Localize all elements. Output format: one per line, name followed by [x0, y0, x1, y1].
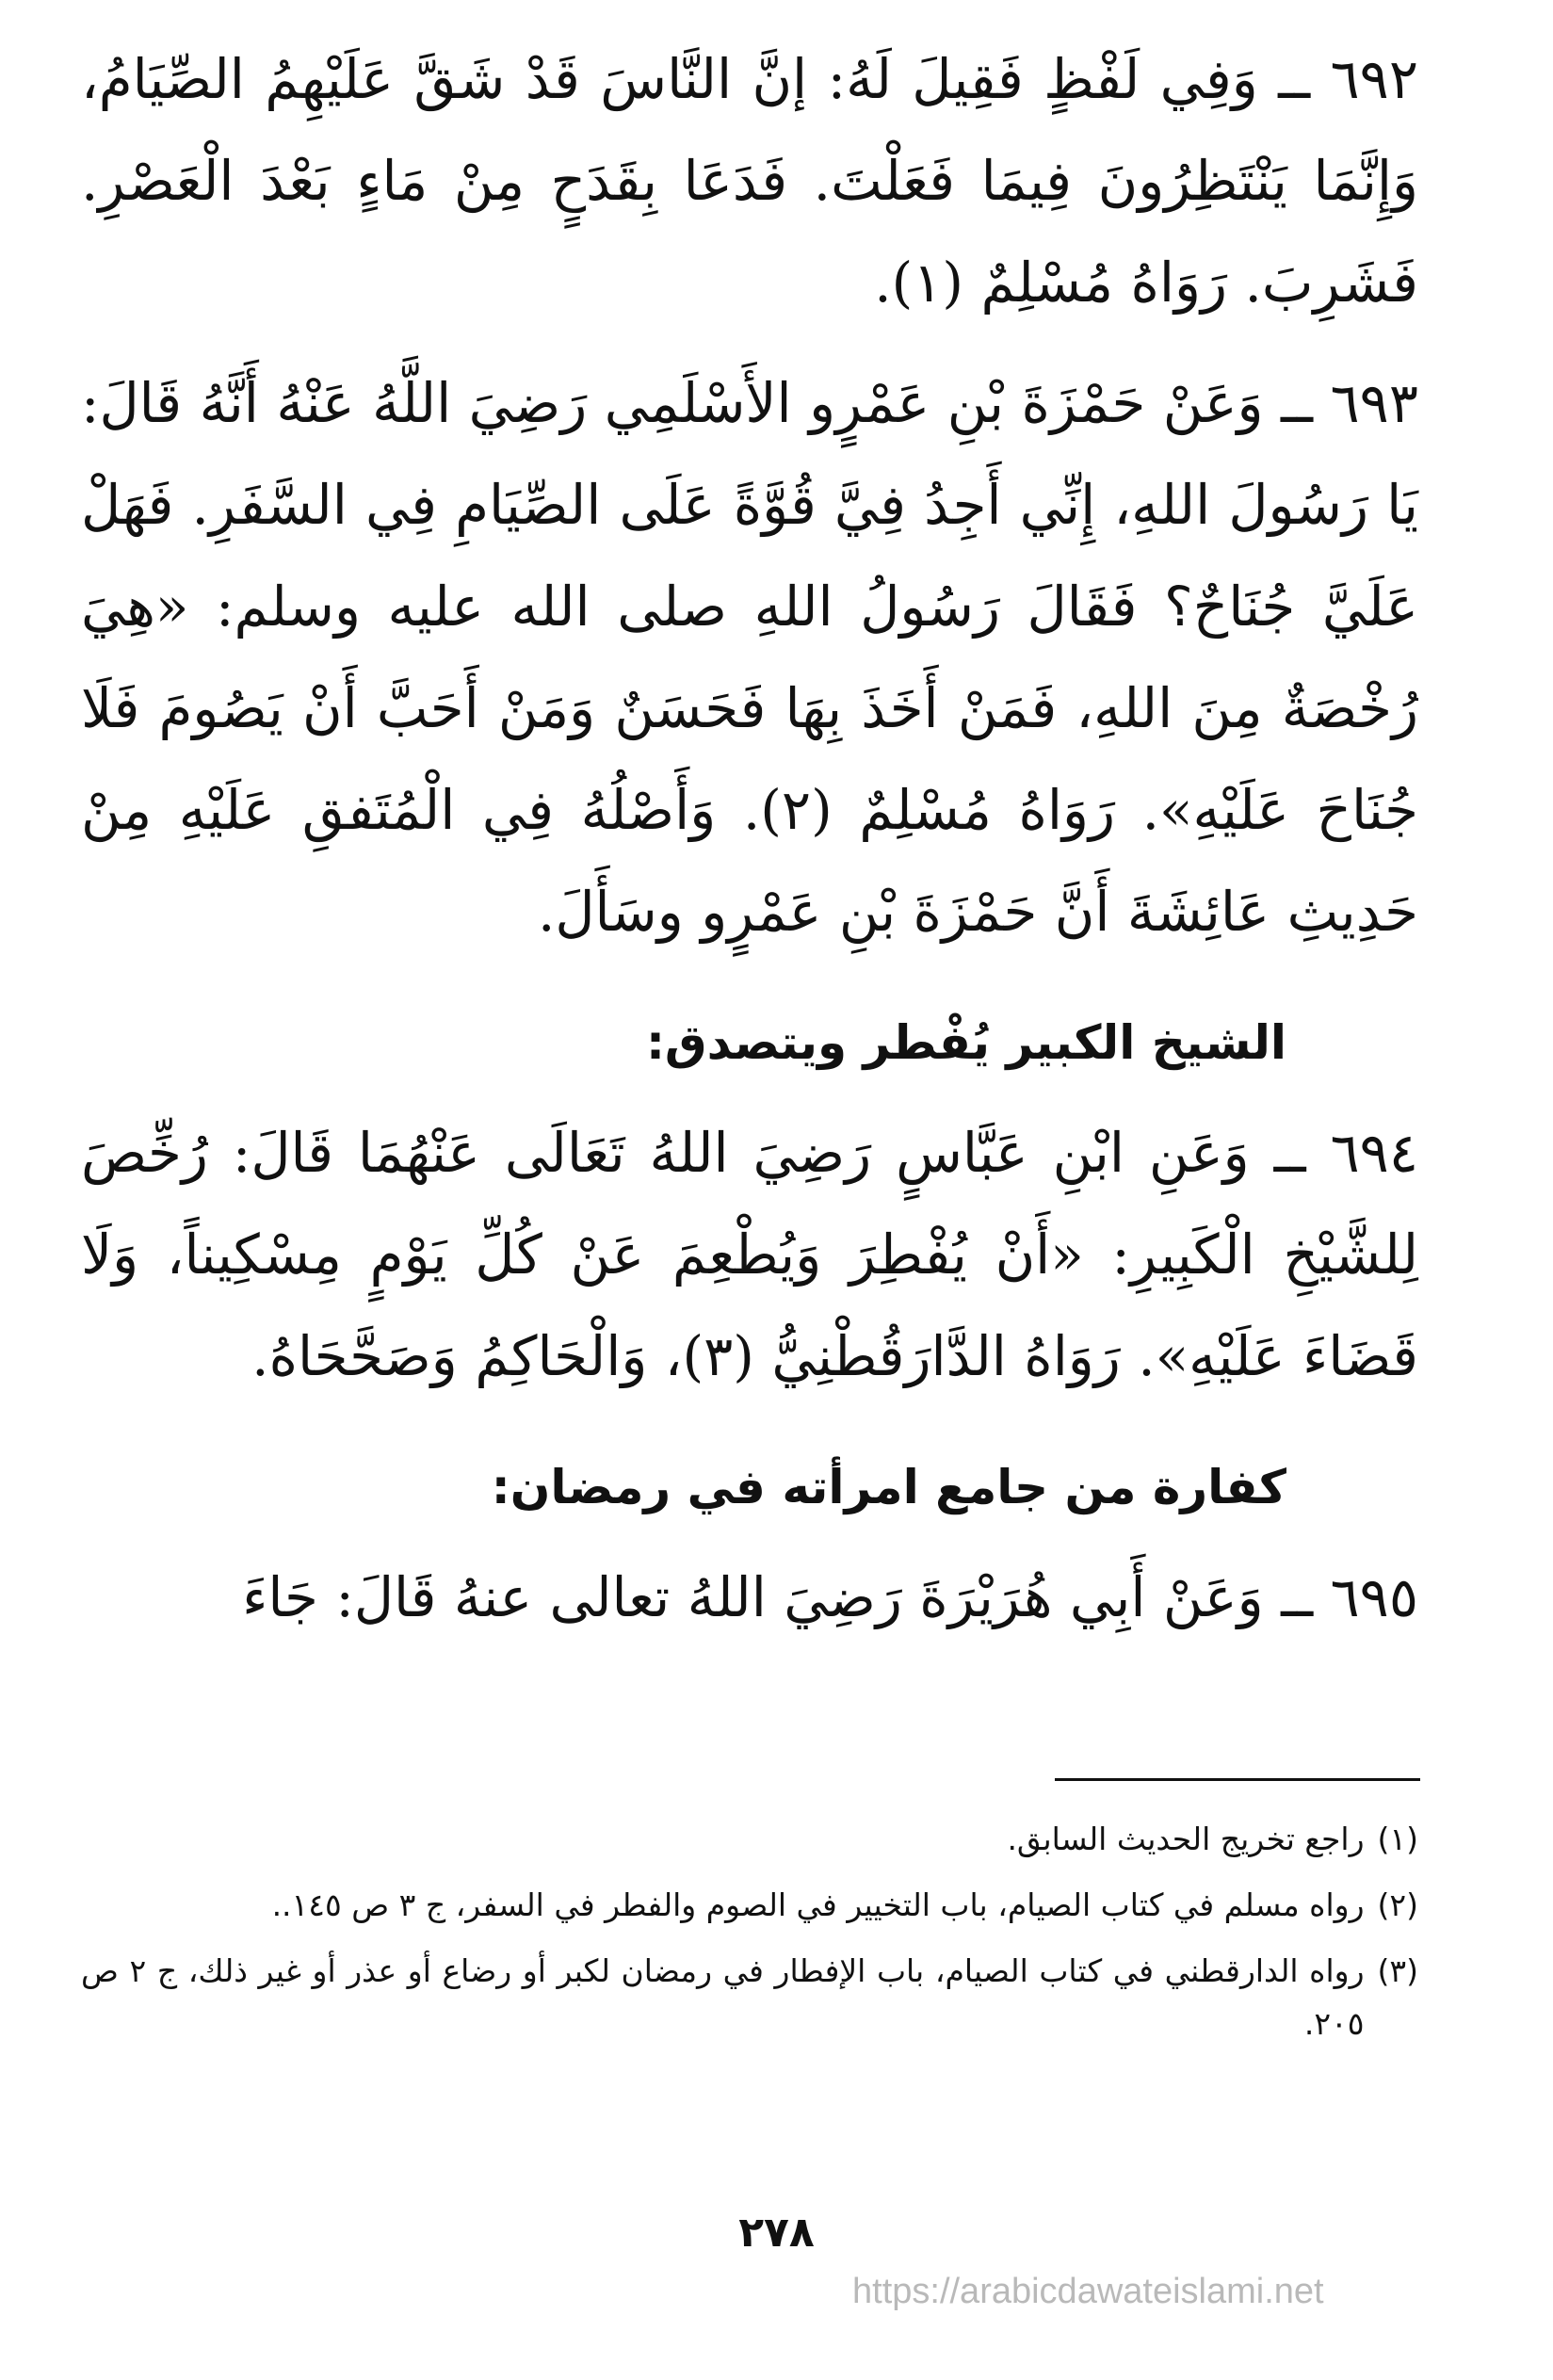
footnote-number: (٣) [1377, 1952, 1418, 1989]
hadith-692: ٦٩٢ ــ وَفِي لَفْظٍ فَقِيلَ لَهُ: إنَّ النَّاسَ قَدْ شَقَّ عَلَيْهِمُ الصِّيَامُ، وَإِنَّمَا يَنْتَظِرُونَ فِيمَا فَعَلْتَ. فَدَعَا بِقَدَحٍ مِنْ مَاءٍ بَعْدَ الْعَصْرِ. فَشَرِبَ. رَوَاهُ مُسْلِمٌ (١). [81, 47, 1418, 315]
footnote-text: رواه الدارقطني في كتاب الصيام، باب الإفطار في رمضان لكبر أو رضاع أو عذر أو غير ذلك، ج ٢ ص ٢٠٥. [81, 1952, 1365, 2042]
footnote-2 [81, 1879, 1418, 1932]
hadith-695: ٦٩٥ ــ وَعَنْ أَبِي هُرَيْرَةَ رَضِيَ اللهُ تعالى عنهُ قَالَ: جَاءَ [242, 1565, 1418, 1629]
main-text [81, 28, 1418, 1648]
section-heading-expiation: كفارة من جامع امرأته في رمضان: [491, 1460, 1286, 1514]
footnote-text: راجع تخريج الحديث السابق. [1007, 1821, 1365, 1857]
hadith-694: ٦٩٤ ــ وَعَنِ ابْنِ عَبَّاسٍ رَضِيَ اللهُ تَعَالَى عَنْهُمَا قَالَ: رُخِّصَ لِلشَّيْخِ الْكَبِيرِ: «أَنْ يُفْطِرَ وَيُطْعِمَ عَنْ كُلِّ يَوْمٍ مِسْكِيناً، وَلَا قَضَاءَ عَلَيْهِ». رَوَاهُ الدَّارَقُطْنِيُّ (٣)، وَالْحَاكِمُ وَصَحَّحَاهُ. [81, 1121, 1419, 1388]
hadith-693: ٦٩٣ ــ وَعَنْ حَمْزَةَ بْنِ عَمْرٍو الأَسْلَمِي رَضِيَ اللَّهُ عَنْهُ أَنَّهُ قَالَ: يَا رَسُولَ اللهِ، إِنِّي أَجِدُ فِيَّ قُوَّةً عَلَى الصِّيَامِ فِي السَّفَرِ. فَهَلْ عَلَيَّ جُنَاحٌ؟ فَقَالَ رَسُولُ اللهِ صلى الله عليه وسلم: «هِيَ رُخْصَةٌ مِنَ اللهِ، فَمَنْ أَخَذَ بِهَا فَحَسَنٌ وَمَنْ أَحَبَّ أَنْ يَصُومَ فَلَا جُنَاحَ عَلَيْهِ». رَوَاهُ مُسْلِمٌ (٢). وَأَصْلُهُ فِي الْمُتَفقِ عَلَيْهِ مِنْ حَدِيثِ عَائِشَةَ أَنَّ حَمْزَةَ بْنِ عَمْرٍو وسَأَلَ. [81, 371, 1418, 944]
footnote-3 [81, 1945, 1418, 2050]
watermark-url: https://arabicdawateislami.net [852, 2272, 1324, 2311]
footnote-number: (٢) [1377, 1886, 1418, 1923]
section-heading-elderly: الشيخ الكبير يُفْطر ويتصدق: [645, 1015, 1286, 1070]
page-number: ٢٧٨ [738, 2209, 815, 2257]
footnote-divider [1055, 1778, 1420, 1781]
footnote-text: رواه مسلم في كتاب الصيام، باب التخيير في الصوم والفطر في السفر، ج ٣ ص ١٤٥.. [271, 1886, 1365, 1923]
footnote-1 [81, 1813, 1418, 1866]
footnotes [81, 1813, 1418, 2064]
footnote-number: (١) [1377, 1821, 1418, 1857]
